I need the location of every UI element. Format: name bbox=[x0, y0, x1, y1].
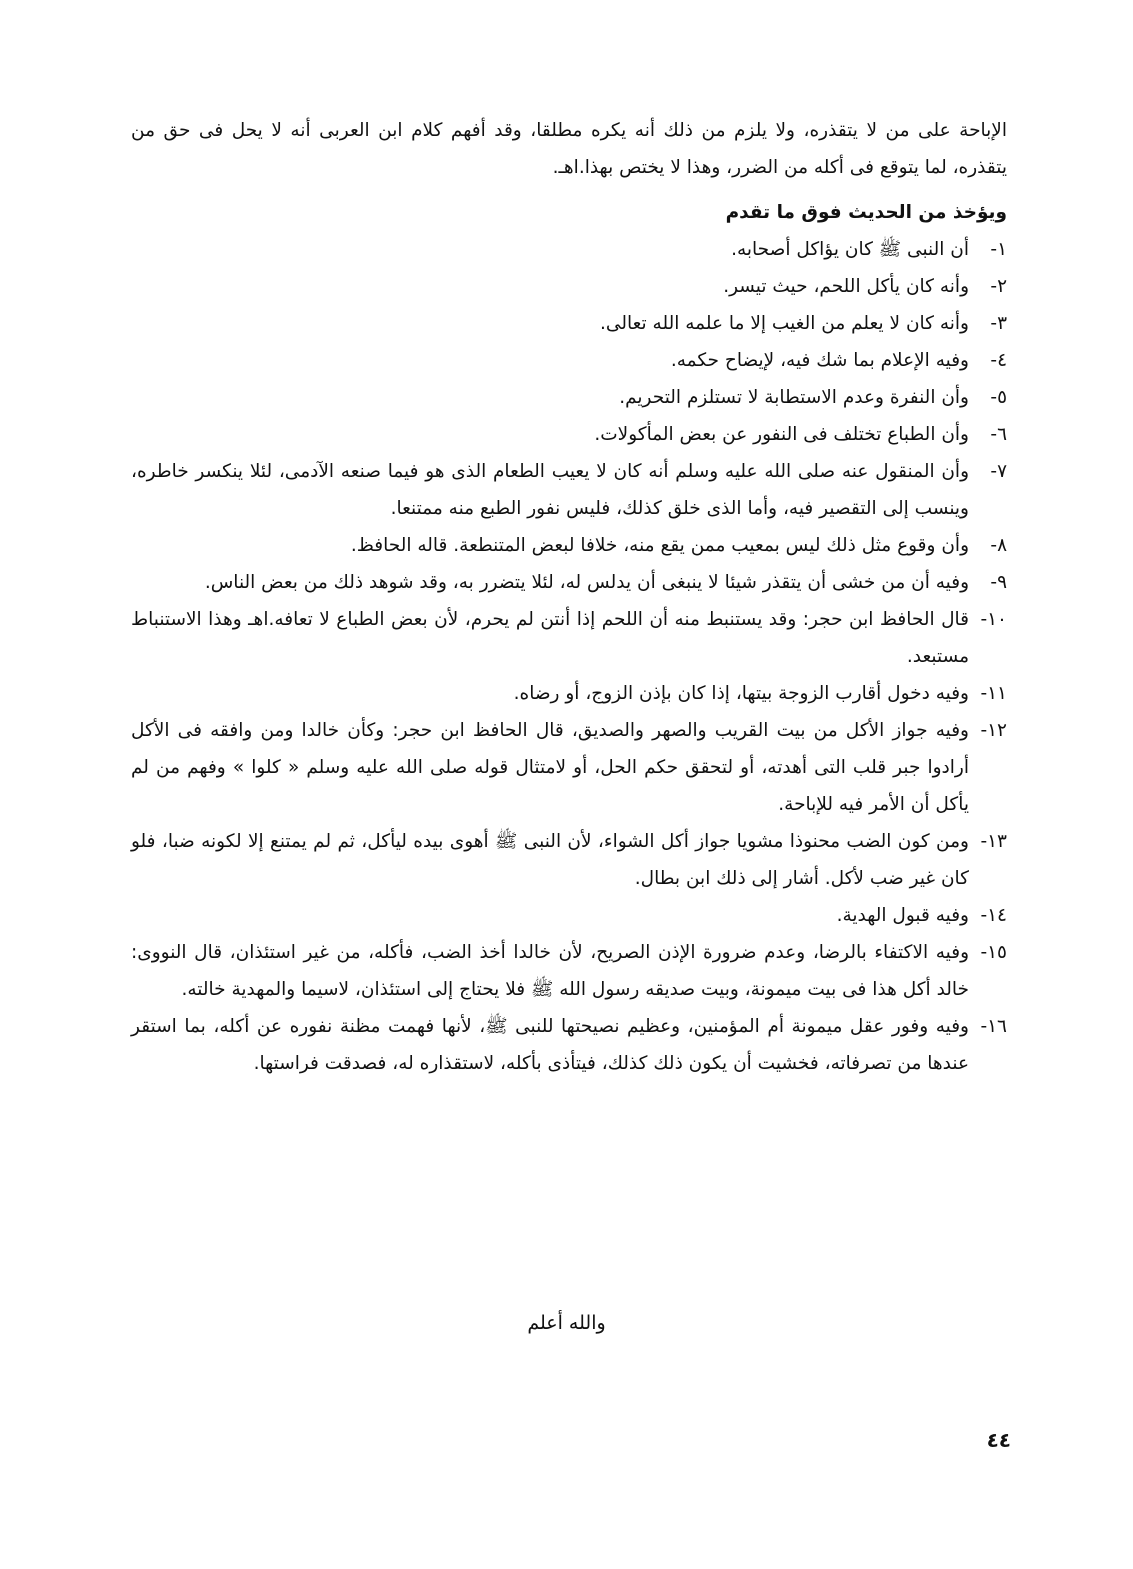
item-text: أن النبى ﷺ كان يؤاكل أصحابه. bbox=[731, 239, 969, 260]
item-number: ١٢- bbox=[980, 720, 1007, 741]
item-number: ٩- bbox=[990, 572, 1007, 593]
section-heading: ويؤخذ من الحديث فوق ما تقدم bbox=[725, 202, 1007, 223]
item-text: وفيه وفور عقل ميمونة أم المؤمنين، وعظيم نصيحتها للنبى ﷺ، لأنها فهمت مظنة نفوره عن أكله، بما استقر عندها من تصرفاته، فخشيت أن يكون ذلك كذلك، فيتأذى بأكله، لاستقذاره له، فصدقت فراستها. bbox=[131, 1016, 969, 1074]
item-number: ٧- bbox=[990, 461, 1007, 482]
item-number: ٣- bbox=[990, 313, 1007, 334]
list-item bbox=[131, 268, 1007, 305]
list-item bbox=[131, 379, 1007, 416]
item-text: وفيه أن من خشى أن يتقذر شيئا لا ينبغى أن يدلس له، لئلا يتضرر به، وقد شوهد ذلك من بعض الناس. bbox=[204, 572, 969, 593]
item-text: وأن المنقول عنه صلى الله عليه وسلم أنه كان لا يعيب الطعام الذى هو فيما صنعه الآدمى، لئلا ينكسر خاطره، وينسب إلى التقصير فيه، وأما الذى خلق كذلك، فليس نفور الطبع منه ممتنعا. bbox=[131, 461, 969, 519]
item-number: ٨- bbox=[990, 535, 1007, 556]
item-text: وأنه كان لا يعلم من الغيب إلا ما علمه الله تعالى. bbox=[600, 313, 969, 334]
item-text: وأنه كان يأكل اللحم، حيث تيسر. bbox=[723, 276, 969, 297]
item-number: ٤- bbox=[990, 350, 1007, 371]
item-text: ومن كون الضب محنوذا مشويا جواز أكل الشواء، لأن النبى ﷺ أهوى بيده ليأكل، ثم لم يمتنع إلا لكونه ضبا، فلو كان غير ضب لأكل. أشار إلى ذلك ابن بطال. bbox=[131, 831, 969, 889]
item-number: ١٦- bbox=[980, 1016, 1007, 1037]
list-item bbox=[131, 527, 1007, 564]
list-item bbox=[131, 564, 1007, 601]
list-item bbox=[131, 231, 1007, 268]
page-number: ٤٤ bbox=[986, 1428, 1011, 1452]
list-item bbox=[131, 934, 1007, 1008]
item-text: وفيه دخول أقارب الزوجة بيتها، إذا كان بإذن الزوج، أو رضاه. bbox=[513, 683, 969, 704]
page-body bbox=[131, 112, 1007, 1082]
item-number: ١٣- bbox=[980, 831, 1007, 852]
list-item bbox=[131, 897, 1007, 934]
item-number: ١١- bbox=[980, 683, 1007, 704]
item-text: وفيه الإعلام بما شك فيه، لإيضاح حكمه. bbox=[670, 350, 969, 371]
list-item bbox=[131, 305, 1007, 342]
list-item bbox=[131, 823, 1007, 897]
list-item bbox=[131, 601, 1007, 675]
item-number: ١٤- bbox=[980, 905, 1007, 926]
item-number: ١- bbox=[990, 239, 1007, 260]
item-number: ٥- bbox=[990, 387, 1007, 408]
item-text: وأن الطباع تختلف فى النفور عن بعض المأكولات. bbox=[594, 424, 969, 445]
item-number: ١٥- bbox=[980, 942, 1007, 963]
list-item bbox=[131, 1008, 1007, 1082]
item-number: ٦- bbox=[990, 424, 1007, 445]
intro-paragraph: الإباحة على من لا يتقذره، ولا يلزم من ذلك أنه يكره مطلقا، وقد أفهم كلام ابن العربى أنه لا يحل فى حق من يتقذره، لما يتوقع فى أكله من الضرر، وهذا لا يختص بهذا.اهـ. bbox=[131, 120, 1007, 178]
item-text: وفيه جواز الأكل من بيت القريب والصهر والصديق، قال الحافظ ابن حجر: وكأن خالدا ومن وافقه فى الأكل أرادوا جبر قلب التى أهدته، أو لتحقق حكم الحل، أو لامتثال قوله صلى الله عليه وسلم « كلوا » وفهم من لم يأكل أن الأمر فيه للإباحة. bbox=[131, 720, 969, 815]
item-text: وفيه الاكتفاء بالرضا، وعدم ضرورة الإذن الصريح، لأن خالدا أخذ الضب، فأكله، من غير استئذان، قال النووى: خالد أكل هذا فى بيت ميمونة، وبيت صديقه رسول الله ﷺ فلا يحتاج إلى استئذان، لاسيما والمهدية خالته. bbox=[131, 942, 969, 1000]
item-text: وفيه قبول الهدية. bbox=[836, 905, 969, 926]
item-text: وأن النفرة وعدم الاستطابة لا تستلزم التحريم. bbox=[619, 387, 969, 408]
list-item bbox=[131, 453, 1007, 527]
closing-phrase: والله أعلم bbox=[527, 1312, 606, 1334]
item-number: ٢- bbox=[990, 276, 1007, 297]
list-item bbox=[131, 712, 1007, 823]
list-item bbox=[131, 675, 1007, 712]
item-text: قال الحافظ ابن حجر: وقد يستنبط منه أن اللحم إذا أنتن لم يحرم، لأن بعض الطباع لا تعافه.اهـ وهذا الاستنباط مستبعد. bbox=[131, 609, 969, 667]
item-text: وأن وقوع مثل ذلك ليس بمعيب ممن يقع منه، خلافا لبعض المتنطعة. قاله الحافظ. bbox=[350, 535, 969, 556]
conclusions-list bbox=[131, 231, 1007, 1082]
item-number: ١٠- bbox=[980, 609, 1007, 630]
list-item bbox=[131, 342, 1007, 379]
list-item bbox=[131, 416, 1007, 453]
